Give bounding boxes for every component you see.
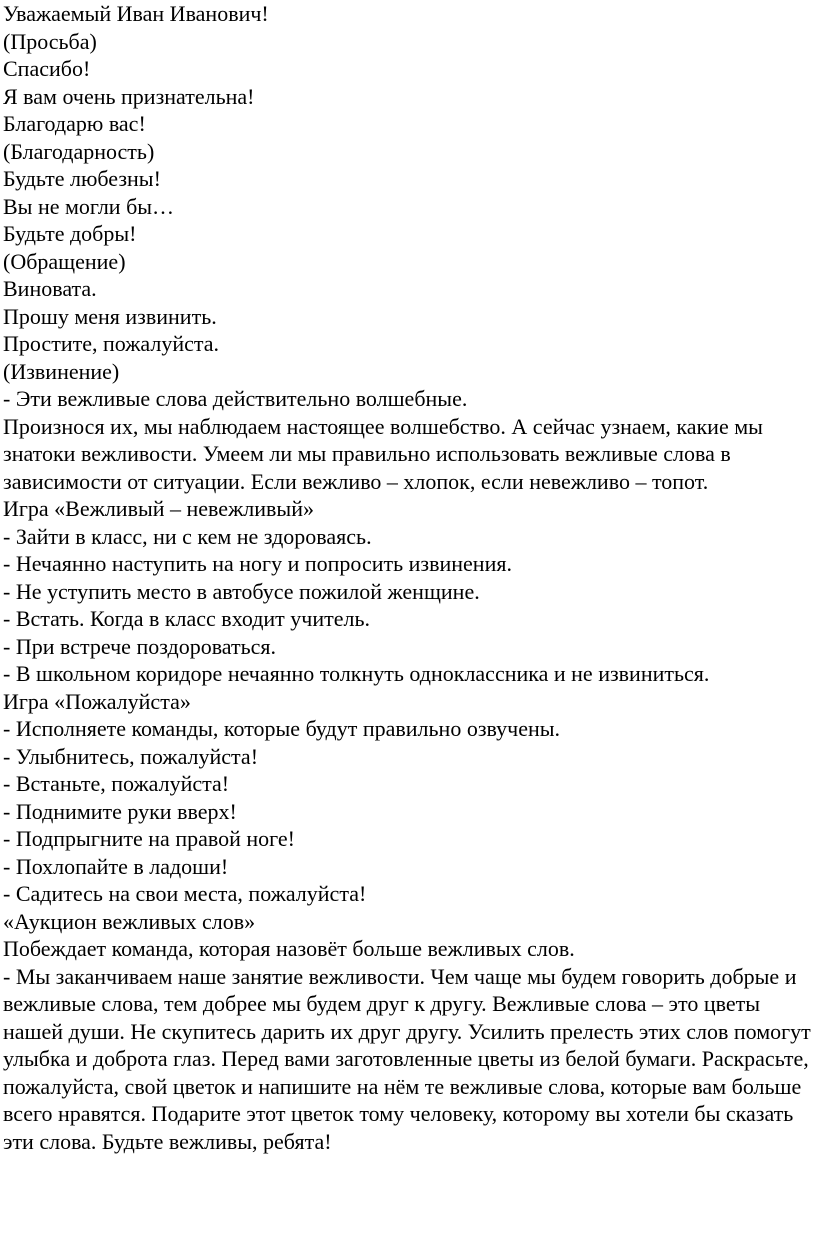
category-label-apology: (Извинение) xyxy=(3,358,120,384)
list-item: - Похлопайте в ладоши! xyxy=(3,853,229,879)
list-item: - В школьном коридоре нечаянно толкнуть одноклассника и не извиниться. xyxy=(3,661,710,686)
text-line: Прошу меня извинить. xyxy=(3,303,217,329)
list-item: - Подпрыгните на правой ноге! xyxy=(3,826,295,851)
list-item: - Садитесь на свои места, пожалуйста! xyxy=(3,881,367,906)
intro-paragraph: Произнося их, мы наблюдаем настоящее волшебство. А сейчас узнаем, какие мы знатоки вежливости. Умеем ли мы правильно использовать вежливые слова в зависимости от ситуации. Если вежливо – хлопок, если невежливо – топот. xyxy=(3,413,763,494)
auction-text: Побеждает команда, которая назовёт больше вежливых слов. xyxy=(3,936,575,961)
text-line: - Эти вежливые слова действительно волшебные. xyxy=(3,386,468,411)
list-item: - Улыбнитесь, пожалуйста! xyxy=(3,743,259,769)
greeting-line: Уважаемый Иван Иванович! xyxy=(3,1,269,26)
text-line: Я вам очень признательна! xyxy=(3,83,255,109)
text-line: Будьте любезны! xyxy=(3,166,161,191)
game1-title: Игра «Вежливый – невежливый» xyxy=(3,496,314,521)
text-line: Вы не могли бы… xyxy=(3,193,175,219)
list-item: - Поднимите руки вверх! xyxy=(3,798,237,824)
category-label-request: (Просьба) xyxy=(3,28,97,54)
list-item: - При встрече поздороваться. xyxy=(3,633,277,659)
list-item: - Нечаянно наступить на ногу и попросить извинения. xyxy=(3,551,512,576)
text-line: Спасибо! xyxy=(3,56,91,81)
list-item: - Зайти в класс, ни с кем не здороваясь. xyxy=(3,523,372,549)
list-item: - Исполняете команды, которые будут правильно озвучены. xyxy=(3,716,561,741)
list-item: - Не уступить место в автобусе пожилой женщине. xyxy=(3,578,480,604)
game2-title: Игра «Пожалуйста» xyxy=(3,688,191,714)
list-item: - Встать. Когда в класс входит учитель. xyxy=(3,606,371,631)
list-item: - Встаньте, пожалуйста! xyxy=(3,771,230,796)
category-label-gratitude: (Благодарность) xyxy=(3,138,155,164)
closing-paragraph: - Мы заканчиваем наше занятие вежливости. Чем чаще мы будем говорить добрые и вежливые слова, тем добрее мы будем друг к другу. Вежливые слова – это цветы нашей души. Не скупитесь дарить их друг другу. Усилить прелесть этих слов помогут улыбка и доброта глаз. Перед вами заготовленные цветы из белой бумаги. Раскрасьте, пожалуйста, свой цветок и напишите на нём те вежливые слова, которые вам больше всего нравятся. Подарите этот цветок тому человеку, которому вы хотели бы сказать эти слова. Будьте вежливы, ребята! xyxy=(3,963,811,1154)
text-line: Простите, пожалуйста. xyxy=(3,331,220,356)
auction-title: «Аукцион вежливых слов» xyxy=(3,908,256,934)
category-label-address: (Обращение) xyxy=(3,248,126,274)
text-line: Благодарю вас! xyxy=(3,111,146,136)
text-line: Виновата. xyxy=(3,276,97,301)
text-line: Будьте добры! xyxy=(3,221,137,246)
